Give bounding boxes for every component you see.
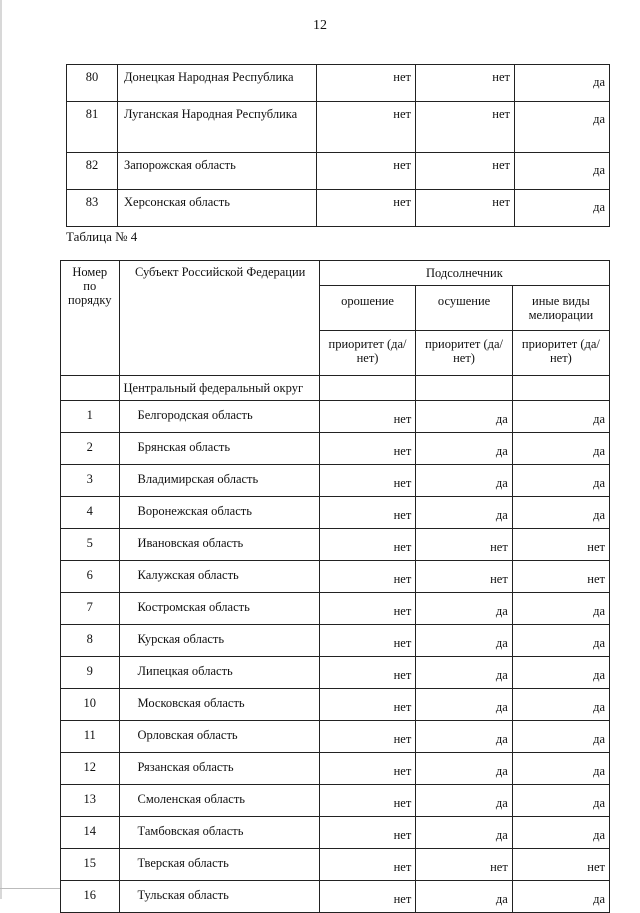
row-number: 11 bbox=[61, 721, 120, 753]
row-subject: Воронежская область bbox=[119, 497, 319, 529]
row-subject: Луганская Народная Республика bbox=[118, 102, 317, 153]
row-value-drainage: да bbox=[416, 625, 513, 657]
header-priority: приоритет (да/нет) bbox=[319, 331, 416, 376]
row-value-irrigation: нет bbox=[319, 625, 416, 657]
row-value-drainage: да bbox=[416, 497, 513, 529]
row-value-other: да bbox=[512, 689, 609, 721]
header-other-melioration: иные виды мелиорации bbox=[512, 286, 609, 331]
row-value-irrigation: нет bbox=[319, 593, 416, 625]
row-value: нет bbox=[416, 65, 515, 102]
row-value: нет bbox=[416, 153, 515, 190]
row-subject: Запорожская область bbox=[118, 153, 317, 190]
row-subject: Рязанская область bbox=[119, 753, 319, 785]
row-value-irrigation: нет bbox=[319, 465, 416, 497]
table-row bbox=[61, 881, 610, 913]
row-value-other: да bbox=[512, 433, 609, 465]
page-number: 12 bbox=[313, 18, 327, 33]
row-value-other: нет bbox=[512, 561, 609, 593]
row-value-drainage: да bbox=[416, 401, 513, 433]
row-value-drainage: да bbox=[416, 465, 513, 497]
row-value-irrigation: нет bbox=[319, 497, 416, 529]
row-value: нет bbox=[416, 102, 515, 153]
row-value-drainage: да bbox=[416, 785, 513, 817]
row-number: 10 bbox=[61, 689, 120, 721]
row-value: да bbox=[515, 65, 610, 102]
row-value-drainage: нет bbox=[416, 849, 513, 881]
header-subject: Субъект Российской Федерации bbox=[119, 261, 319, 376]
row-value-drainage: да bbox=[416, 817, 513, 849]
row-subject: Калужская область bbox=[119, 561, 319, 593]
row-number: 15 bbox=[61, 849, 120, 881]
table-row bbox=[61, 849, 610, 881]
row-subject: Липецкая область bbox=[119, 657, 319, 689]
row-subject: Донецкая Народная Республика bbox=[118, 65, 317, 102]
row-value: нет bbox=[317, 102, 416, 153]
table-row bbox=[61, 497, 610, 529]
row-value-other: да bbox=[512, 465, 609, 497]
table-row bbox=[61, 401, 610, 433]
row-value-other: да bbox=[512, 881, 609, 913]
row-value-irrigation: нет bbox=[319, 657, 416, 689]
district-num-cell bbox=[61, 376, 120, 401]
table-4 bbox=[60, 260, 610, 913]
row-value: да bbox=[515, 190, 610, 227]
header-crop: Подсолнечник bbox=[319, 261, 609, 286]
row-value: да bbox=[515, 153, 610, 190]
row-value-other: да bbox=[512, 753, 609, 785]
row-subject: Московская область bbox=[119, 689, 319, 721]
row-value-other: да bbox=[512, 593, 609, 625]
row-value: нет bbox=[317, 190, 416, 227]
table-3-continuation bbox=[66, 64, 610, 227]
table-row bbox=[61, 465, 610, 497]
row-value-other: да bbox=[512, 817, 609, 849]
row-value-irrigation: нет bbox=[319, 529, 416, 561]
row-value-irrigation: нет bbox=[319, 785, 416, 817]
row-number: 81 bbox=[67, 102, 118, 153]
row-subject: Херсонская область bbox=[118, 190, 317, 227]
table-row bbox=[61, 721, 610, 753]
header-priority: приоритет (да/нет) bbox=[512, 331, 609, 376]
row-value-other: нет bbox=[512, 849, 609, 881]
row-subject: Костромская область bbox=[119, 593, 319, 625]
row-number: 80 bbox=[67, 65, 118, 102]
row-value-irrigation: нет bbox=[319, 817, 416, 849]
row-value-other: да bbox=[512, 401, 609, 433]
table-4-caption: Таблица № 4 bbox=[66, 229, 138, 244]
row-number: 12 bbox=[61, 753, 120, 785]
row-subject: Тверская область bbox=[119, 849, 319, 881]
row-value-irrigation: нет bbox=[319, 881, 416, 913]
row-value-irrigation: нет bbox=[319, 433, 416, 465]
row-value-other: да bbox=[512, 785, 609, 817]
row-number: 82 bbox=[67, 153, 118, 190]
district-cell bbox=[512, 376, 609, 401]
row-value: нет bbox=[317, 153, 416, 190]
table-row bbox=[67, 190, 610, 227]
header-priority: приоритет (да/нет) bbox=[416, 331, 513, 376]
row-subject: Ивановская область bbox=[119, 529, 319, 561]
row-number: 13 bbox=[61, 785, 120, 817]
row-number: 9 bbox=[61, 657, 120, 689]
row-value-drainage: да bbox=[416, 721, 513, 753]
row-subject: Курская область bbox=[119, 625, 319, 657]
row-value-drainage: да bbox=[416, 433, 513, 465]
row-number: 16 bbox=[61, 881, 120, 913]
district-cell bbox=[416, 376, 513, 401]
scan-edge bbox=[0, 0, 2, 899]
row-value-other: да bbox=[512, 657, 609, 689]
district-cell bbox=[319, 376, 416, 401]
table-row bbox=[61, 625, 610, 657]
row-value-other: да bbox=[512, 625, 609, 657]
header-drainage: осушение bbox=[416, 286, 513, 331]
scan-mark bbox=[0, 888, 60, 889]
row-value-drainage: да bbox=[416, 753, 513, 785]
row-subject: Тамбовская область bbox=[119, 817, 319, 849]
row-value-drainage: нет bbox=[416, 529, 513, 561]
row-value-irrigation: нет bbox=[319, 721, 416, 753]
table-row bbox=[61, 593, 610, 625]
row-value-drainage: да bbox=[416, 689, 513, 721]
row-value-other: да bbox=[512, 497, 609, 529]
row-number: 3 bbox=[61, 465, 120, 497]
row-value: нет bbox=[416, 190, 515, 227]
row-number: 1 bbox=[61, 401, 120, 433]
row-subject: Владимирская область bbox=[119, 465, 319, 497]
row-value-drainage: нет bbox=[416, 561, 513, 593]
row-value-irrigation: нет bbox=[319, 689, 416, 721]
row-value-irrigation: нет bbox=[319, 561, 416, 593]
district-row bbox=[61, 376, 610, 401]
row-subject: Смоленская область bbox=[119, 785, 319, 817]
row-subject: Тульская область bbox=[119, 881, 319, 913]
table-row bbox=[61, 529, 610, 561]
table-row bbox=[67, 102, 610, 153]
row-number: 4 bbox=[61, 497, 120, 529]
row-number: 6 bbox=[61, 561, 120, 593]
row-number: 5 bbox=[61, 529, 120, 561]
row-value-irrigation: нет bbox=[319, 401, 416, 433]
row-value-drainage: да bbox=[416, 657, 513, 689]
row-subject: Белгородская область bbox=[119, 401, 319, 433]
table-row bbox=[61, 433, 610, 465]
row-value: да bbox=[515, 102, 610, 153]
row-number: 83 bbox=[67, 190, 118, 227]
row-value-irrigation: нет bbox=[319, 849, 416, 881]
row-value-other: нет bbox=[512, 529, 609, 561]
table-row bbox=[67, 153, 610, 190]
table-row bbox=[61, 657, 610, 689]
row-value-other: да bbox=[512, 721, 609, 753]
district-name: Центральный федеральный округ bbox=[119, 376, 319, 401]
row-number: 14 bbox=[61, 817, 120, 849]
row-value-irrigation: нет bbox=[319, 753, 416, 785]
row-subject: Орловская область bbox=[119, 721, 319, 753]
row-number: 7 bbox=[61, 593, 120, 625]
table-row bbox=[61, 753, 610, 785]
table-row bbox=[61, 689, 610, 721]
table-row bbox=[61, 785, 610, 817]
table-row bbox=[67, 65, 610, 102]
row-subject: Брянская область bbox=[119, 433, 319, 465]
row-number: 2 bbox=[61, 433, 120, 465]
row-number: 8 bbox=[61, 625, 120, 657]
table-row bbox=[61, 561, 610, 593]
row-value: нет bbox=[317, 65, 416, 102]
header-irrigation: орошение bbox=[319, 286, 416, 331]
row-value-drainage: да bbox=[416, 593, 513, 625]
header-number: Номер по порядку bbox=[61, 261, 120, 376]
row-value-drainage: да bbox=[416, 881, 513, 913]
table-row bbox=[61, 817, 610, 849]
